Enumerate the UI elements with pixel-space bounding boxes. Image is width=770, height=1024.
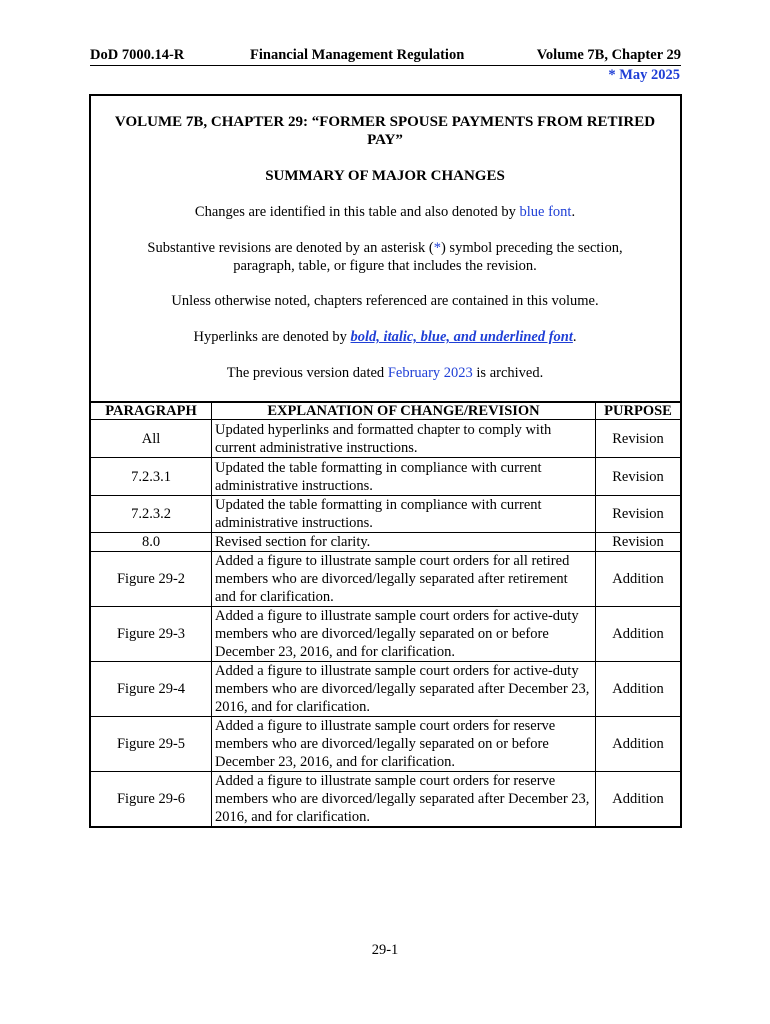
row-purpose: Revision (596, 496, 682, 533)
changes-table (89, 401, 682, 828)
changes-note (110, 203, 660, 221)
table-row (90, 607, 681, 662)
archive-note-end: is archived. (472, 365, 544, 381)
row-explanation: Revised section for clarity. (212, 533, 596, 552)
row-paragraph: 7.2.3.2 (90, 496, 212, 533)
table-row (90, 772, 681, 828)
hyperlinks-note-text: Hyperlinks are denoted by (193, 329, 351, 345)
hyperlink-sample[interactable]: bold, italic, blue, and underlined font (350, 329, 573, 345)
table-row (90, 533, 681, 552)
row-paragraph: Figure 29-4 (90, 662, 212, 717)
row-explanation: Added a figure to illustrate sample court orders for active-duty members who are divorced/legally separated on or before December 23, 2016, and for clarification. (212, 607, 596, 662)
table-row (90, 458, 681, 496)
row-explanation: Updated the table formatting in compliance with current administrative instructions. (212, 458, 596, 496)
blue-font-sample: blue font (519, 204, 572, 220)
row-purpose: Addition (596, 607, 682, 662)
row-explanation: Added a figure to illustrate sample court orders for active-duty members who are divorced/legally separated after December 23, 2016, and for clarification. (212, 662, 596, 717)
row-paragraph: 8.0 (90, 533, 212, 552)
archive-note-text: The previous version dated (226, 365, 388, 381)
table-row (90, 717, 681, 772)
row-explanation: Added a figure to illustrate sample court orders for reserve members who are divorced/legally separated on or before December 23, 2016, and for clarification. (212, 717, 596, 772)
row-paragraph: 7.2.3.1 (90, 458, 212, 496)
previous-version-date: February 2023 (387, 365, 473, 381)
row-purpose: Addition (596, 717, 682, 772)
column-header-explanation: EXPLANATION OF CHANGE/REVISION (212, 402, 596, 420)
row-purpose: Revision (596, 458, 682, 496)
row-paragraph: Figure 29-2 (90, 552, 212, 607)
column-header-paragraph: PARAGRAPH (90, 402, 212, 420)
chapter-title-line2: PAY” (367, 132, 403, 148)
header-regulation-title: Financial Management Regulation (250, 47, 465, 63)
changes-note-text: Changes are identified in this table and also denoted by (194, 204, 520, 220)
row-paragraph: Figure 29-5 (90, 717, 212, 772)
row-purpose: Addition (596, 772, 682, 828)
hyperlinks-note (110, 328, 660, 346)
row-explanation: Updated the table formatting in compliance with current administrative instructions. (212, 496, 596, 533)
row-explanation: Added a figure to illustrate sample court orders for reserve members who are divorced/legally separated after December 23, 2016, and for clarification. (212, 772, 596, 828)
changes-note-end: . (571, 204, 576, 220)
asterisk-note-line2: paragraph, table, or figure that includes the revision. (233, 258, 537, 274)
chapter-title (100, 113, 670, 149)
chapters-note: Unless otherwise noted, chapters referenced are contained in this volume. (171, 293, 599, 309)
page-number: 29-1 (371, 942, 399, 958)
header-date: * May 2025 (608, 67, 680, 83)
table-row (90, 420, 681, 458)
header-volume-chapter: Volume 7B, Chapter 29 (536, 47, 681, 63)
table-header-row (90, 402, 681, 420)
row-paragraph: Figure 29-3 (90, 607, 212, 662)
table-row (90, 496, 681, 533)
row-explanation: Updated hyperlinks and formatted chapter to comply with current administrative instructions. (212, 420, 596, 458)
asterisk-note (110, 239, 660, 275)
column-header-purpose: PURPOSE (596, 402, 682, 420)
row-purpose: Revision (596, 420, 682, 458)
summary-subtitle: SUMMARY OF MAJOR CHANGES (265, 168, 505, 184)
row-purpose: Revision (596, 533, 682, 552)
header-document-id: DoD 7000.14-R (90, 47, 185, 63)
hyperlinks-note-end: . (572, 329, 577, 345)
table-row (90, 552, 681, 607)
asterisk-note-end: ) symbol preceding the section, (440, 240, 623, 256)
chapter-title-line1: VOLUME 7B, CHAPTER 29: “FORMER SPOUSE PAYMENTS FROM RETIRED (114, 114, 656, 130)
row-explanation: Added a figure to illustrate sample court orders for all retired members who are divorced/legally separated after retirement and for clarification. (212, 552, 596, 607)
page-header (90, 47, 681, 66)
asterisk-note-text: Substantive revisions are denoted by an asterisk ( (147, 240, 434, 256)
table-row (90, 662, 681, 717)
archive-note (110, 364, 660, 382)
row-purpose: Addition (596, 552, 682, 607)
row-purpose: Addition (596, 662, 682, 717)
asterisk-symbol: * (433, 240, 441, 256)
row-paragraph: Figure 29-6 (90, 772, 212, 828)
row-paragraph: All (90, 420, 212, 458)
